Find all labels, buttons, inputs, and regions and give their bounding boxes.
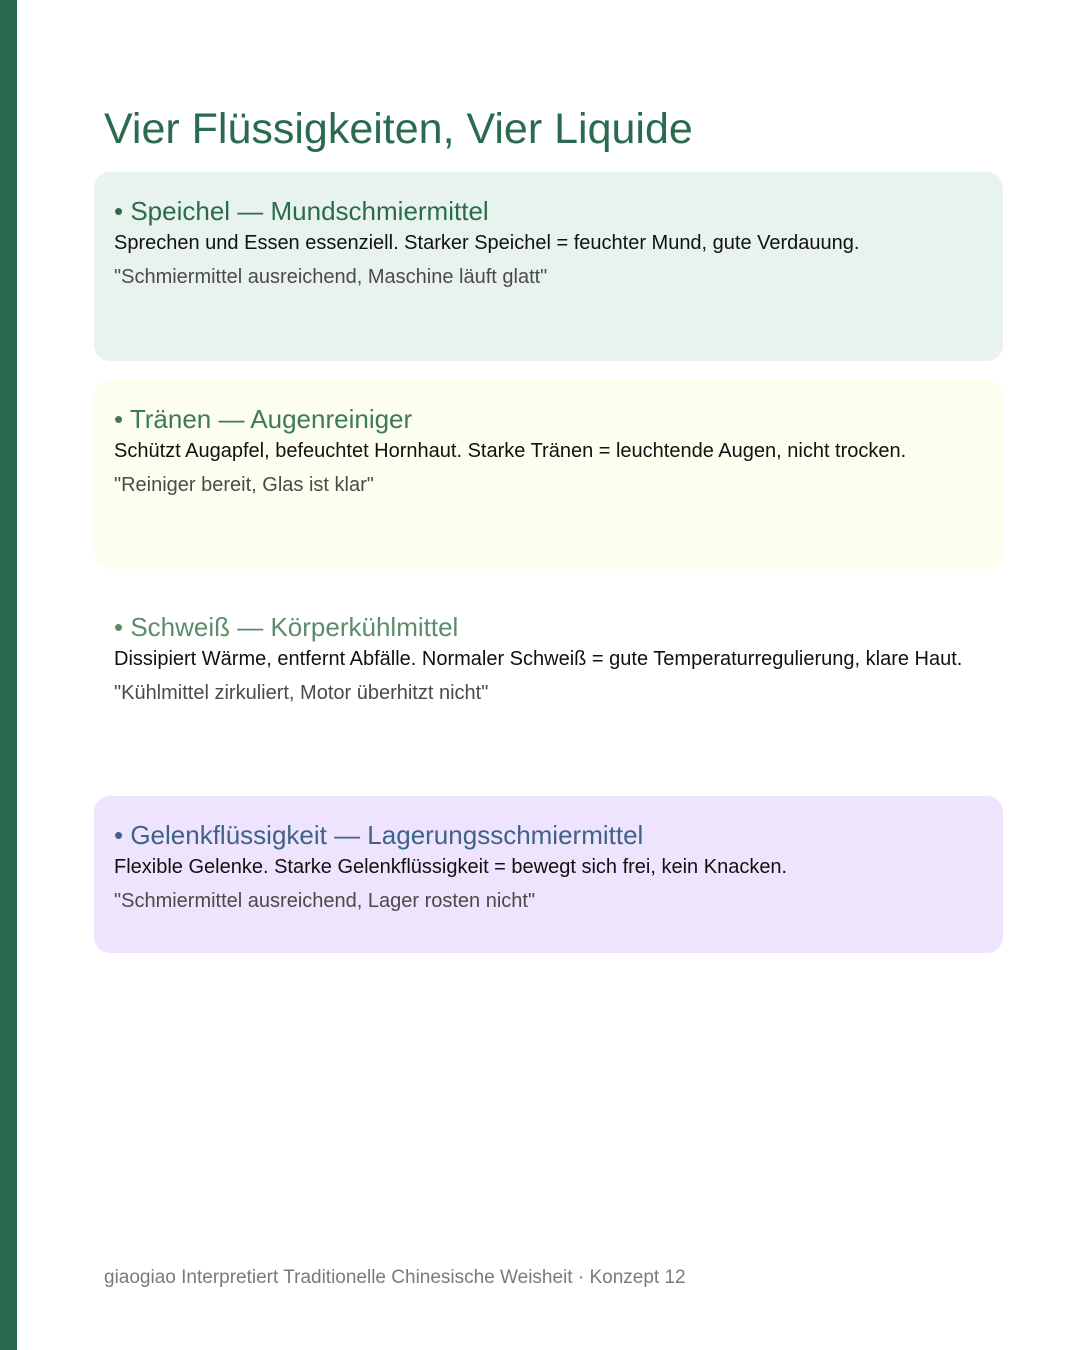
card-description: Sprechen und Essen essenziell. Starker Speichel = feuchter Mund, gute Verdauung. — [114, 232, 860, 254]
footer-text: giaogiao Interpretiert Traditionelle Chinesische Weisheit · Konzept 12 — [104, 1267, 686, 1288]
card-description: Flexible Gelenke. Starke Gelenkflüssigkeit = bewegt sich frei, kein Knacken. — [114, 856, 788, 878]
card-quote: "Schmiermittel ausreichend, Lager rosten nicht" — [114, 890, 536, 912]
card-description: Dissipiert Wärme, entfernt Abfälle. Normaler Schweiß = gute Temperaturregulierung, klare Haut. — [114, 648, 963, 670]
card-title: • Tränen — Augenreiniger — [114, 404, 413, 434]
card-saliva — [94, 172, 1003, 361]
card-description: Schützt Augapfel, befeuchtet Hornhaut. Starke Tränen = leuchtende Augen, nicht trocken. — [114, 440, 907, 462]
card-title: • Gelenkflüssigkeit — Lagerungsschmiermittel — [114, 820, 644, 850]
card-quote: "Reiniger bereit, Glas ist klar" — [114, 474, 374, 496]
card-title: • Schweiß — Körperkühlmittel — [114, 612, 459, 642]
card-joint-fluid — [94, 796, 1003, 953]
card-quote: "Schmiermittel ausreichend, Maschine läuft glatt" — [114, 266, 548, 288]
card-sweat — [94, 588, 1003, 777]
card-quote: "Kühlmittel zirkuliert, Motor überhitzt nicht" — [114, 682, 489, 704]
card-tears — [94, 380, 1003, 569]
accent-bar — [0, 0, 17, 1350]
card-title: • Speichel — Mundschmiermittel — [114, 196, 489, 226]
page-title: Vier Flüssigkeiten, Vier Liquide — [104, 105, 693, 153]
